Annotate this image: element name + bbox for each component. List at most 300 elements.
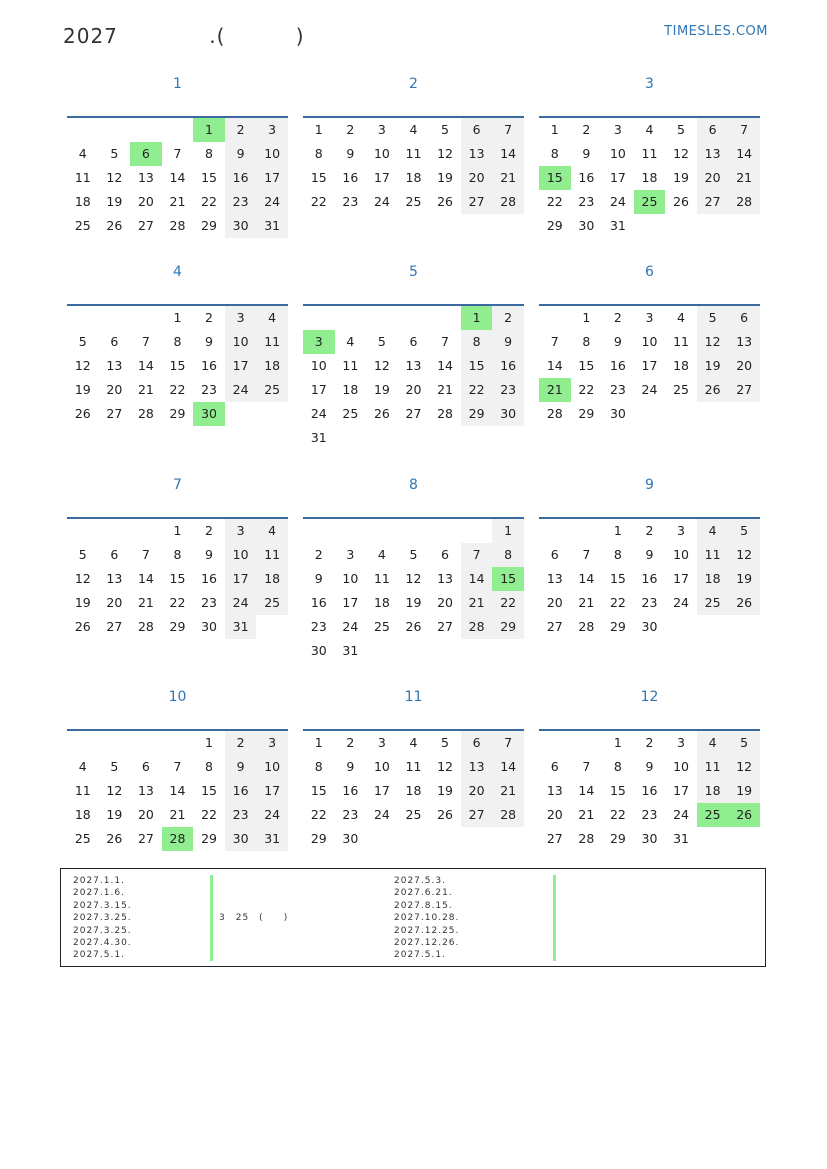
empty-cell — [130, 306, 162, 330]
day-cell: 25 — [373, 619, 390, 634]
day-grid — [303, 731, 524, 851]
empty-cell — [335, 519, 367, 543]
day-cell: 14 — [169, 783, 186, 798]
day-cell: 7 — [492, 731, 524, 755]
day-cell: 26 — [437, 194, 453, 209]
empty-cell — [398, 519, 430, 543]
brand-logo-text[interactable]: TIMESLES.COM — [664, 24, 768, 39]
day-cell: 16 — [201, 358, 217, 373]
day-cell: 12 — [728, 543, 760, 567]
day-cell: 20 — [437, 595, 453, 610]
page-title: 2027 .( ) — [63, 24, 305, 48]
day-cell: 21 — [461, 591, 493, 615]
day-cell: 10 — [256, 142, 288, 166]
day-cell: 28 — [492, 803, 524, 827]
empty-cell — [99, 731, 131, 755]
day-cell: 23 — [609, 382, 626, 397]
day-cell: 8 — [205, 759, 213, 774]
day-cell: 3 — [613, 122, 622, 137]
day-cell: 7 — [728, 118, 760, 142]
day-cell: 16 — [641, 783, 658, 798]
day-cell: 12 — [74, 358, 91, 373]
day-cell: 27 — [106, 619, 123, 634]
day-cell: 11 — [697, 755, 729, 779]
day-cell: 22 — [578, 382, 595, 397]
day-cell: 22 — [492, 591, 524, 615]
day-cell: 27 — [546, 619, 563, 634]
day-cell: 19 — [106, 194, 123, 209]
day-cell: 15 — [461, 354, 493, 378]
day-cell: 22 — [609, 595, 626, 610]
day-cell: 7 — [492, 118, 524, 142]
day-cell: 20 — [461, 166, 493, 190]
empty-cell — [571, 519, 603, 543]
day-cell: 12 — [437, 759, 453, 774]
day-cell: 7 — [141, 334, 150, 349]
day-cell: 23 — [225, 190, 257, 214]
day-cell: 25 — [74, 831, 91, 846]
day-cell: 27 — [546, 831, 563, 846]
day-cell: 29 — [609, 831, 626, 846]
day-cell: 3 — [225, 306, 257, 330]
empty-cell — [67, 519, 99, 543]
day-cell: 24 — [373, 194, 390, 209]
day-cell: 21 — [728, 166, 760, 190]
month-number: 7 — [173, 477, 182, 493]
day-cell: 30 — [310, 643, 327, 658]
day-grid — [303, 519, 524, 663]
day-cell: 1 — [613, 523, 622, 538]
day-cell: 15 — [310, 170, 327, 185]
day-cell: 7 — [461, 543, 493, 567]
day-cell: 5 — [377, 334, 386, 349]
day-cell: 26 — [697, 378, 729, 402]
day-grid — [539, 731, 760, 851]
day-cell: 12 — [74, 571, 91, 586]
holiday-day-cell: 15 — [492, 567, 524, 591]
day-cell: 22 — [201, 194, 217, 209]
day-cell: 4 — [697, 731, 729, 755]
day-cell: 26 — [373, 406, 390, 421]
month-number: 11 — [404, 689, 423, 705]
day-cell: 23 — [641, 807, 658, 822]
month-number: 8 — [409, 477, 418, 493]
day-cell: 17 — [225, 567, 257, 591]
day-cell: 27 — [461, 190, 493, 214]
day-cell: 23 — [578, 194, 595, 209]
day-cell: 24 — [609, 194, 626, 209]
day-cell: 2 — [613, 310, 622, 325]
day-cell: 27 — [728, 378, 760, 402]
day-cell: 31 — [310, 430, 327, 445]
day-cell: 17 — [609, 170, 626, 185]
day-cell: 6 — [441, 547, 449, 562]
day-cell: 3 — [256, 118, 288, 142]
day-grid — [539, 519, 760, 639]
day-cell: 22 — [546, 194, 563, 209]
day-cell: 12 — [106, 170, 123, 185]
day-cell: 11 — [256, 543, 288, 567]
day-cell: 22 — [169, 382, 186, 397]
day-cell: 18 — [373, 595, 390, 610]
day-cell: 6 — [461, 731, 493, 755]
day-cell: 12 — [106, 783, 123, 798]
day-cell: 14 — [728, 142, 760, 166]
day-cell: 4 — [256, 306, 288, 330]
month-2 — [303, 70, 524, 214]
day-cell: 13 — [106, 358, 123, 373]
day-cell: 20 — [461, 779, 493, 803]
day-cell: 6 — [141, 759, 150, 774]
day-cell: 13 — [137, 170, 154, 185]
holiday-day-cell: 25 — [634, 190, 666, 214]
day-cell: 24 — [225, 378, 257, 402]
day-cell: 1 — [173, 523, 182, 538]
day-cell: 9 — [314, 571, 323, 586]
notes-right-dates: 2027.5.3. 2027.6.21. 2027.8.15. 2027.10.28. 2027.12.25. 2027.12.26. 2027.5.1. — [394, 876, 460, 961]
day-cell: 9 — [225, 142, 257, 166]
day-cell: 5 — [728, 731, 760, 755]
day-cell: 22 — [310, 194, 327, 209]
day-cell: 25 — [342, 406, 359, 421]
day-cell: 10 — [641, 334, 658, 349]
day-cell: 16 — [342, 170, 359, 185]
day-cell: 17 — [256, 166, 288, 190]
day-cell: 24 — [641, 382, 658, 397]
day-cell: 12 — [373, 358, 390, 373]
day-cell: 5 — [110, 146, 119, 161]
day-cell: 11 — [697, 543, 729, 567]
day-cell: 21 — [492, 779, 524, 803]
empty-cell — [162, 118, 194, 142]
day-cell: 28 — [728, 190, 760, 214]
day-cell: 15 — [169, 571, 186, 586]
empty-cell — [461, 519, 493, 543]
day-cell: 18 — [342, 382, 359, 397]
day-cell: 2 — [225, 731, 257, 755]
month-number: 3 — [645, 76, 654, 92]
day-cell: 25 — [673, 382, 689, 397]
day-cell: 27 — [697, 190, 729, 214]
day-cell: 28 — [578, 619, 595, 634]
day-cell: 18 — [405, 170, 422, 185]
notes-left-marker — [210, 875, 213, 961]
day-cell: 17 — [373, 170, 390, 185]
day-cell: 19 — [373, 382, 390, 397]
day-cell: 18 — [641, 170, 658, 185]
day-cell: 30 — [342, 831, 359, 846]
empty-cell — [366, 306, 398, 330]
day-cell: 10 — [256, 755, 288, 779]
day-cell: 16 — [201, 571, 217, 586]
day-cell: 25 — [405, 807, 422, 822]
day-cell: 15 — [609, 783, 626, 798]
day-cell: 9 — [582, 146, 591, 161]
day-cell: 10 — [673, 759, 689, 774]
day-cell: 31 — [256, 827, 288, 851]
day-cell: 7 — [550, 334, 559, 349]
day-cell: 28 — [461, 615, 493, 639]
day-cell: 18 — [256, 354, 288, 378]
day-cell: 2 — [314, 547, 323, 562]
day-cell: 9 — [645, 547, 654, 562]
day-cell: 15 — [310, 783, 327, 798]
day-cell: 22 — [201, 807, 217, 822]
day-cell: 17 — [673, 783, 689, 798]
day-cell: 21 — [169, 807, 186, 822]
day-cell: 17 — [641, 358, 658, 373]
day-cell: 14 — [578, 783, 595, 798]
day-cell: 11 — [256, 330, 288, 354]
day-cell: 15 — [578, 358, 595, 373]
day-cell: 26 — [106, 218, 123, 233]
day-cell: 17 — [673, 571, 689, 586]
day-cell: 1 — [205, 735, 213, 750]
day-cell: 13 — [106, 571, 123, 586]
day-cell: 26 — [106, 831, 123, 846]
day-cell: 21 — [578, 807, 595, 822]
month-number: 2 — [409, 76, 418, 92]
day-cell: 8 — [205, 146, 213, 161]
day-cell: 31 — [673, 831, 689, 846]
day-grid — [303, 306, 524, 450]
day-cell: 31 — [609, 218, 626, 233]
day-cell: 16 — [609, 358, 626, 373]
empty-cell — [99, 118, 131, 142]
day-cell: 11 — [405, 759, 422, 774]
empty-cell — [162, 731, 194, 755]
holiday-day-cell: 28 — [162, 827, 194, 851]
month-9 — [539, 471, 760, 639]
day-cell: 20 — [697, 166, 729, 190]
holiday-day-cell: 21 — [539, 378, 571, 402]
day-cell: 22 — [169, 595, 186, 610]
day-cell: 16 — [578, 170, 595, 185]
day-cell: 12 — [697, 330, 729, 354]
day-cell: 13 — [437, 571, 453, 586]
day-cell: 9 — [492, 330, 524, 354]
day-cell: 25 — [74, 218, 91, 233]
day-cell: 27 — [137, 218, 154, 233]
day-cell: 7 — [173, 146, 182, 161]
empty-cell — [429, 306, 461, 330]
holiday-day-cell: 26 — [728, 803, 760, 827]
day-cell: 5 — [677, 122, 685, 137]
day-cell: 27 — [137, 831, 154, 846]
day-cell: 18 — [74, 194, 91, 209]
month-4 — [67, 258, 288, 426]
day-cell: 19 — [405, 595, 422, 610]
notes-left-descriptions: 3 25 ( ) — [219, 913, 289, 924]
empty-cell — [130, 519, 162, 543]
day-cell: 8 — [613, 759, 622, 774]
empty-cell — [67, 306, 99, 330]
day-cell: 23 — [492, 378, 524, 402]
day-grid — [539, 306, 760, 426]
day-cell: 22 — [310, 807, 327, 822]
day-cell: 28 — [137, 406, 154, 421]
day-cell: 5 — [409, 547, 418, 562]
empty-cell — [130, 731, 162, 755]
day-cell: 8 — [461, 330, 493, 354]
holiday-day-cell: 3 — [303, 330, 335, 354]
day-cell: 28 — [492, 190, 524, 214]
empty-cell — [303, 519, 335, 543]
day-cell: 5 — [697, 306, 729, 330]
day-cell: 6 — [697, 118, 729, 142]
day-cell: 6 — [110, 547, 119, 562]
day-cell: 19 — [728, 779, 760, 803]
day-cell: 8 — [314, 759, 323, 774]
day-cell: 10 — [373, 759, 390, 774]
day-cell: 5 — [441, 735, 449, 750]
day-cell: 15 — [169, 358, 186, 373]
day-cell: 29 — [310, 831, 327, 846]
day-cell: 30 — [609, 406, 626, 421]
day-cell: 7 — [173, 759, 182, 774]
day-cell: 17 — [225, 354, 257, 378]
day-cell: 31 — [342, 643, 359, 658]
day-cell: 6 — [110, 334, 119, 349]
day-grid — [67, 731, 288, 851]
day-cell: 8 — [550, 146, 559, 161]
empty-cell — [429, 519, 461, 543]
day-cell: 21 — [578, 595, 595, 610]
day-cell: 26 — [74, 619, 91, 634]
empty-cell — [571, 731, 603, 755]
day-cell: 24 — [225, 591, 257, 615]
day-cell: 8 — [173, 334, 182, 349]
month-6 — [539, 258, 760, 426]
day-cell: 6 — [550, 547, 559, 562]
day-cell: 4 — [256, 519, 288, 543]
day-cell: 20 — [137, 194, 154, 209]
day-cell: 29 — [492, 615, 524, 639]
day-cell: 20 — [106, 382, 123, 397]
day-cell: 29 — [578, 406, 595, 421]
day-cell: 5 — [110, 759, 119, 774]
day-cell: 28 — [437, 406, 453, 421]
day-cell: 9 — [346, 759, 355, 774]
day-cell: 13 — [461, 142, 493, 166]
day-cell: 16 — [641, 571, 658, 586]
day-cell: 3 — [677, 735, 685, 750]
day-cell: 20 — [137, 807, 154, 822]
day-cell: 5 — [78, 334, 87, 349]
day-cell: 24 — [373, 807, 390, 822]
empty-cell — [539, 306, 571, 330]
day-cell: 5 — [441, 122, 449, 137]
day-cell: 9 — [205, 547, 213, 562]
day-cell: 13 — [697, 142, 729, 166]
day-cell: 9 — [645, 759, 654, 774]
day-cell: 1 — [173, 310, 182, 325]
month-10 — [67, 683, 288, 851]
day-cell: 19 — [74, 382, 91, 397]
day-cell: 10 — [310, 358, 327, 373]
holiday-day-cell: 15 — [539, 166, 571, 190]
day-cell: 21 — [137, 382, 154, 397]
day-cell: 3 — [377, 122, 386, 137]
day-cell: 2 — [346, 735, 355, 750]
day-cell: 24 — [310, 406, 327, 421]
day-cell: 13 — [405, 358, 422, 373]
day-cell: 22 — [609, 807, 626, 822]
day-cell: 13 — [546, 783, 563, 798]
month-number: 10 — [168, 689, 187, 705]
day-cell: 30 — [225, 827, 257, 851]
month-number: 4 — [173, 264, 182, 280]
day-cell: 17 — [256, 779, 288, 803]
day-cell: 23 — [201, 595, 217, 610]
day-grid — [67, 306, 288, 426]
day-cell: 9 — [613, 334, 622, 349]
day-cell: 16 — [310, 595, 327, 610]
day-cell: 26 — [673, 194, 689, 209]
empty-cell — [335, 306, 367, 330]
day-cell: 29 — [169, 406, 186, 421]
day-cell: 3 — [645, 310, 654, 325]
day-grid — [303, 118, 524, 214]
day-cell: 13 — [728, 330, 760, 354]
day-cell: 31 — [256, 214, 288, 238]
day-cell: 8 — [173, 547, 182, 562]
day-cell: 26 — [437, 807, 453, 822]
day-cell: 11 — [405, 146, 422, 161]
day-cell: 20 — [405, 382, 422, 397]
day-cell: 8 — [492, 543, 524, 567]
day-cell: 14 — [578, 571, 595, 586]
day-cell: 29 — [169, 619, 186, 634]
day-cell: 15 — [201, 170, 217, 185]
day-cell: 1 — [314, 122, 323, 137]
day-cell: 27 — [461, 803, 493, 827]
day-cell: 15 — [201, 783, 217, 798]
day-cell: 4 — [645, 122, 654, 137]
day-cell: 27 — [437, 619, 453, 634]
day-cell: 22 — [461, 378, 493, 402]
day-cell: 11 — [373, 571, 390, 586]
day-cell: 10 — [225, 330, 257, 354]
empty-cell — [366, 519, 398, 543]
day-cell: 4 — [346, 334, 355, 349]
day-cell: 30 — [641, 619, 658, 634]
day-cell: 3 — [346, 547, 355, 562]
empty-cell — [67, 731, 99, 755]
day-cell: 25 — [256, 591, 288, 615]
day-cell: 3 — [225, 519, 257, 543]
day-cell: 2 — [645, 523, 654, 538]
day-cell: 16 — [225, 166, 257, 190]
empty-cell — [398, 306, 430, 330]
day-cell: 2 — [205, 523, 213, 538]
day-cell: 1 — [613, 735, 622, 750]
month-11 — [303, 683, 524, 851]
day-cell: 23 — [310, 619, 327, 634]
day-cell: 2 — [346, 122, 355, 137]
day-cell: 2 — [492, 306, 524, 330]
day-cell: 21 — [492, 166, 524, 190]
day-cell: 20 — [106, 595, 123, 610]
day-cell: 14 — [492, 755, 524, 779]
day-cell: 18 — [697, 779, 729, 803]
day-cell: 30 — [578, 218, 595, 233]
day-cell: 26 — [728, 591, 760, 615]
month-3 — [539, 70, 760, 238]
holiday-day-cell: 30 — [193, 402, 225, 426]
day-cell: 14 — [546, 358, 563, 373]
day-cell: 20 — [728, 354, 760, 378]
